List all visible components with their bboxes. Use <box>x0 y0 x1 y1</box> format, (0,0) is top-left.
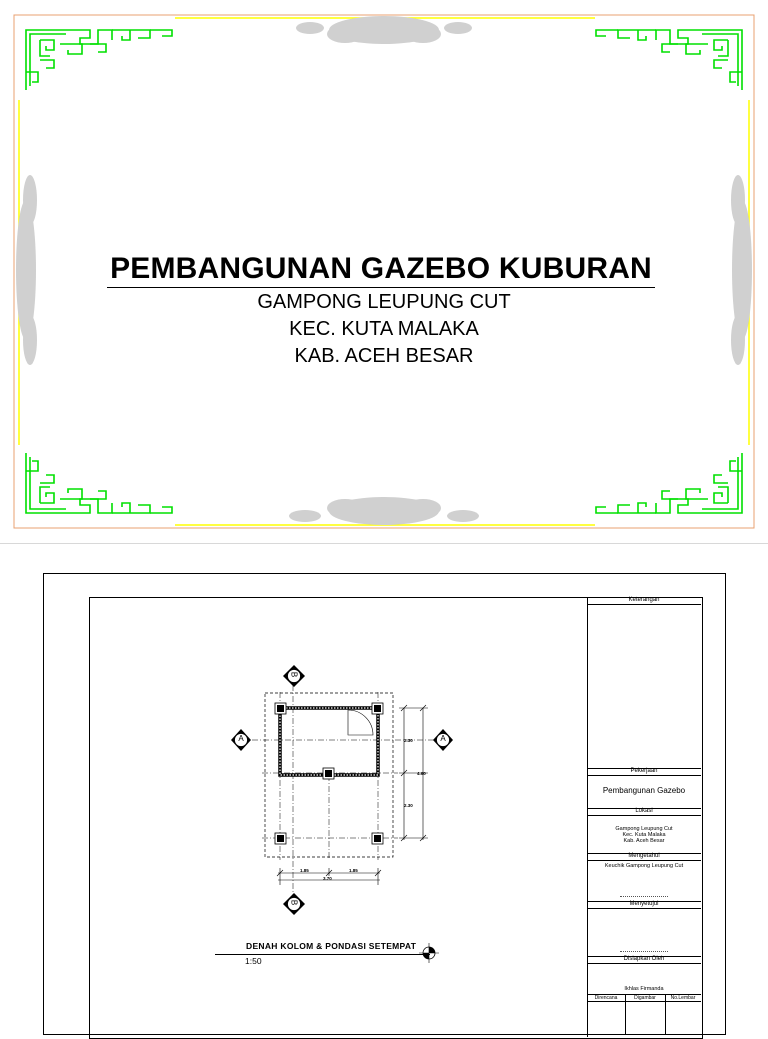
lokasi-line: Kab. Aceh Besar <box>623 838 665 844</box>
no-lembar-column: No.Lembar <box>670 995 696 1001</box>
dimension-label: 1.85 <box>300 868 309 873</box>
mengetahui-label: Mengetahui <box>628 853 660 859</box>
mengetahui-value: Keuchik Gampong Leupung Cut <box>604 863 684 869</box>
village-name: GAMPONG LEUPUNG CUT <box>257 291 511 313</box>
project-title: PEMBANGUNAN GAZEBO KUBURAN <box>110 252 652 285</box>
section-a-label: A <box>238 734 244 743</box>
dimension-label: 2.30 <box>404 803 413 808</box>
pekerjaan-value: Pembangunan Gazebo <box>602 786 686 795</box>
digambar-column: Digambar <box>634 995 656 1001</box>
dimension-label: 3.70 <box>323 876 332 881</box>
pekerjaan-label: Pekerjaan <box>630 768 658 774</box>
direncana-column: Direncana <box>594 995 618 1001</box>
lokasi-label: Lokasi <box>635 808 653 814</box>
plan-title-underline <box>215 954 430 955</box>
section-b-label: B <box>289 671 299 678</box>
keterangan-label: Keterangan <box>628 597 660 603</box>
lokasi-line: Kec. Kuta Malaka <box>622 832 666 838</box>
lokasi-line: Gampong Leupung Cut <box>615 826 673 832</box>
north-arrow-icon <box>419 943 439 963</box>
disiapkan-value: Ikhlas Firmanda <box>624 986 664 992</box>
regency-name: KAB. ACEH BESAR <box>294 345 474 367</box>
disiapkan-label: Disiapkan Oleh <box>623 956 665 962</box>
dimension-label: 4.60 <box>417 771 426 776</box>
section-b-label: B <box>289 899 299 906</box>
plan-title: DENAH KOLOM & PONDASI SETEMPAT <box>246 941 417 951</box>
section-a-label: A <box>440 734 446 743</box>
plan-scale: 1:50 <box>245 956 262 966</box>
menyetujui-label: Menyetujui <box>629 901 659 907</box>
district-name: KEC. KUTA MALAKA <box>289 318 479 340</box>
dimension-label: 2.30 <box>404 738 413 743</box>
dimension-label: 1.85 <box>349 868 358 873</box>
